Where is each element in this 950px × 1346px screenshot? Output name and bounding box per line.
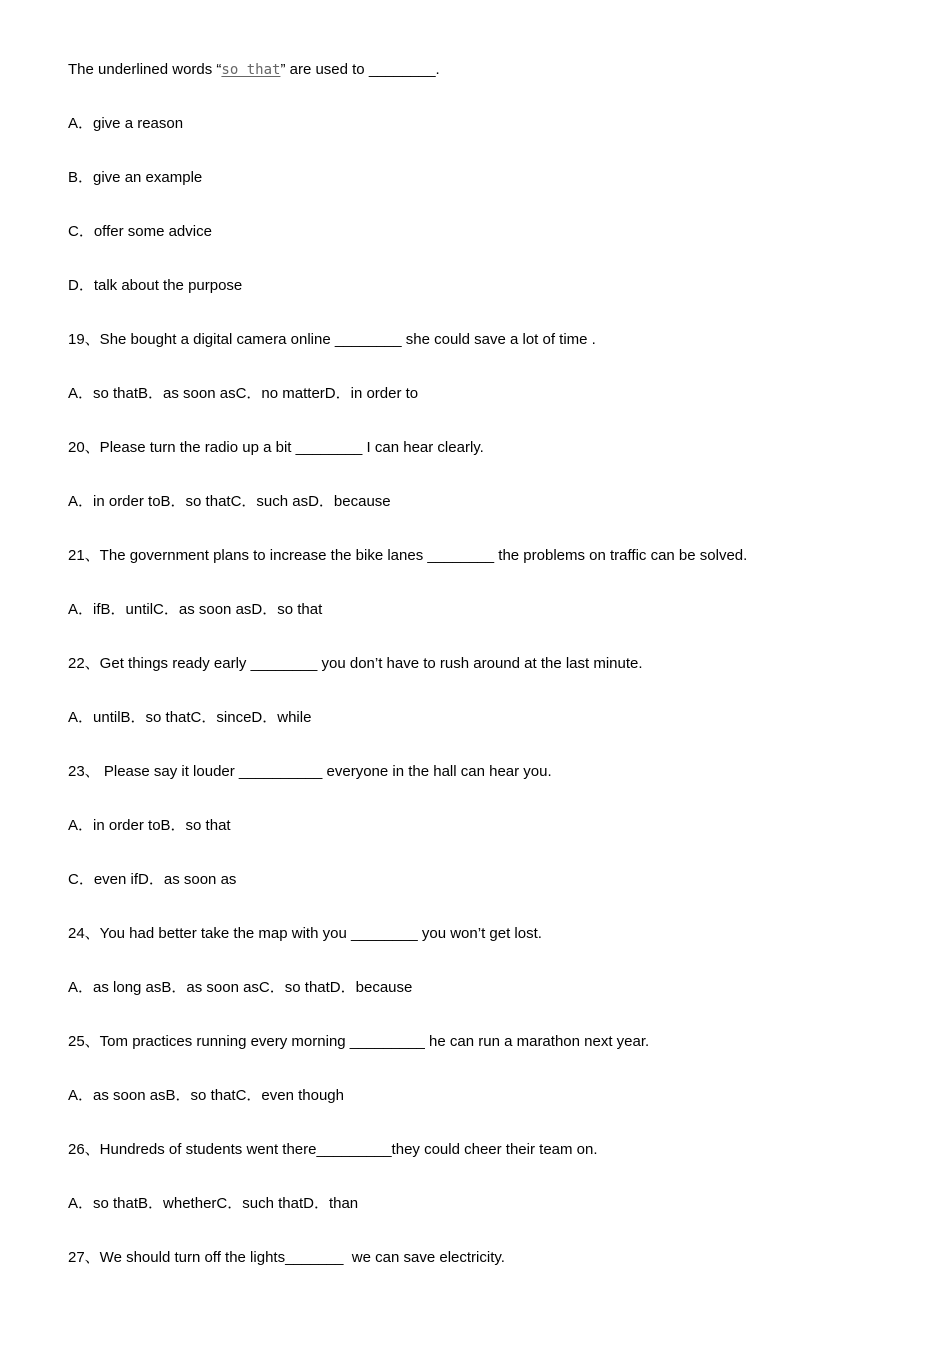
question-23-options-cd: C．even ifD．as soon as [68,871,237,888]
question-24-text: 24、You had better take the map with you ________ you won’t get lost. [68,925,542,942]
question-25-options: A．as soon asB．so thatC．even though [68,1087,344,1104]
question-22-text: 22、Get things ready early ________ you don’t have to rush around at the last minute. [68,655,643,672]
question-23-options-ab: A．in order toB．so that [68,817,231,834]
question-23-text: 23、 Please say it louder __________ everyone in the hall can hear you. [68,763,552,780]
question-stem [68,59,908,81]
answer-option-b: B．give an example [68,169,203,186]
question-26-options: A．so thatB．whetherC．such thatD．than [68,1195,359,1212]
question-21-options: A．ifB．untilC．as soon asD．so that [68,601,323,618]
question-25-text: 25、Tom practices running every morning _________ he can run a marathon next year. [68,1033,650,1050]
answer-option-d: D．talk about the purpose [68,277,243,294]
question-20-options: A．in order toB．so thatC．such asD．because [68,493,391,510]
underlined-phrase: so that [221,62,281,78]
question-19-options: A．so thatB．as soon asC．no matterD．in order to [68,385,419,402]
question-19-text: 19、She bought a digital camera online ________ she could save a lot of time . [68,331,596,348]
question-20-text: 20、Please turn the radio up a bit ________ I can hear clearly. [68,439,484,456]
answer-option-c: C．offer some advice [68,223,212,240]
question-21-text: 21、The government plans to increase the bike lanes ________ the problems on traffic can be solved. [68,547,748,564]
answer-option-a: A．give a reason [68,115,184,132]
worksheet-page [68,59,908,1301]
question-27-text: 27、We should turn off the lights_______ we can save electricity. [68,1249,505,1266]
question-22-options: A．untilB．so thatC．sinceD．while [68,709,312,726]
stem-prefix: The underlined words “ [68,61,222,78]
question-24-options: A．as long asB．as soon asC．so thatD．because [68,979,413,996]
stem-suffix: ” are used to ________. [280,61,440,78]
question-26-text: 26、Hundreds of students went there_________they could cheer their team on. [68,1141,598,1158]
